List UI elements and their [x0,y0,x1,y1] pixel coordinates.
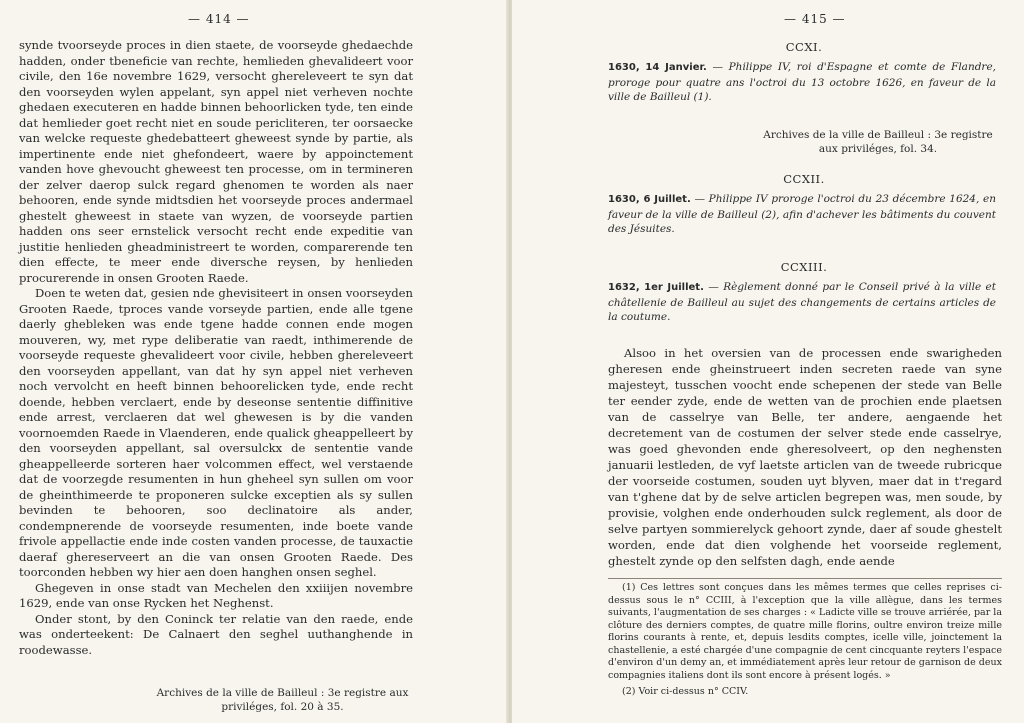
entry-date: 1630, 14 Janvier. [608,62,707,73]
right-page [512,0,1024,723]
document-entry [608,60,996,105]
footnote: (1) Ces lettres sont conçues dans les mêmes termes que celles reprises ci-dessus sous le n° CCIII, à l'exception que la ville allègue, dans les termes suivants, l'augmentation de ses charges : « Ladicte ville se trouve arriérée, par la clôture des derniers comptes, de quatre mille florins, oultre environ treize mille florins courants à rente, et, depuis lesdits comptes, icelle ville, joinctement la chastellenie, a esté chargée d'une compagnie de cent cincquante reyters l'espace d'environ d'un demy an, et immédiatement après leur retour de garnison de deux compagnies italiens dont ils sont encore à présent logés. » [608,582,1002,681]
body-text [608,345,1002,569]
entry-date: 1632, 1er Juillet. [608,282,704,293]
footnotes [608,582,1002,703]
paragraph: Ghegeven in onse stadt van Mechelen den xxiiijen novembre 1629, ende van onse Rycken het Neghenst. [19,580,413,610]
document-entry [608,280,996,325]
archive-source: Archives de la ville de Bailleul : 3e registre aux priviléges, fol. 20 à 35. [156,687,409,713]
footnote-divider [608,578,1002,579]
footnote: (2) Voir ci-dessus n° CCIV. [622,686,749,697]
body-text [19,38,413,658]
page-number: — 415 — [784,12,846,26]
document-heading: CCXIII. [780,260,828,274]
paragraph: synde tvoorseyde proces in dien staete, de voorseyde ghedaechde hadden, onder tbeneficie van rechte, hemlieden ghevalideert voor civile, den 16e novembre 1629, versocht ghereleveert te syn dat den voorseyden wylen appelant, syn appel niet verheven nochte ghedaen executeren en hadde binnen behoorlicken tyde, ten einde dat hemlieder goet recht niet en soude pericliteren, ter oorsaecke van welcke requeste ghedebatteert gheweest synde by partie, als impertinente ende niet ghefondeert, waere by appoinctement vanden hove ghevoucht gheweest ten processe, om in termineren der zelver daerop sulck regard ghenomen te worden als naer behooren, ende synde midtsdien het voorseyde proces andermael ghestelt gheweest in staete van wyzen, de voorseyde partien hadden ons seer ernstelick versocht recht ende expeditie van justitie henlieden gheadministreert te worden, comparerende ten dien effecte, te meer ende diversche reysen, by henlieden procurerende in onsen Grooten Raede. [19,38,413,285]
document-heading: CCXII. [783,172,825,186]
document-entry [608,192,996,237]
entry-description: — Règlement donné par le Conseil privé à la ville et châtellenie de Bailleul au sujet des changements de certains articles de la coutume. [608,281,996,323]
paragraph: Onder stont, by den Coninck ter relatie van den raede, ende was onderteekent: De Calnaert den seghel uuthanghende in roodewasse. [19,611,413,657]
archive-source: Archives de la ville de Bailleul : 3e registre aux priviléges, fol. 34. [763,129,993,155]
left-page [0,0,508,723]
paragraph: Alsoo in het oversien van de processen ende swarigheden gheresen ende gheinstrueert inden secreten raede van syne majesteyt, tusschen voocht ende schepenen der stede van Belle ter eender zyde, ende de wetten van de prochien ende plaetsen van de casselrye van Belle, ter andere, aengaende het decretement van de costumen der selver stede ende casselrye, was goed ghevonden ende gheresolveert, op den neghensten januarii lestleden, de vyf laetste articlen van de tweede rubricque der voorseide costumen, souden uyt blyven, maer dat in t'regard van t'ghene dat by de selve articlen begrepen was, men soude, by provisie, volghen ende onderhouden sulck reglement, als door de selve partyen sommierelyck gehoort zynde, daer af soude ghestelt worden, ende dat dien volghende het voorseide reglement, ghestelt zynde op den selfsten dagh, ende aende [608,346,1002,568]
entry-description: — Philippe IV, roi d'Espagne et comte de Flandre, proroge pour quatre ans l'octroi du 13 octobre 1626, en faveur de la ville de Bailleul (1). [608,61,996,103]
entry-date: 1630, 6 Juillet. [608,194,691,205]
document-heading: CCXI. [785,40,823,54]
entry-description: — Philippe IV proroge l'octroi du 23 décembre 1624, en faveur de la ville de Bailleul (2), afin d'achever les bâtiments du couvent des Jésuites. [608,193,996,235]
page-number: — 414 — [188,12,250,26]
paragraph: Doen te weten dat, gesien nde ghevisiteert in onsen voorseyden Grooten Raede, tproces vande vorseyde partien, ende alle tgene daerly ghebleken was ende tgene hadde connen ende mogen mouveren, wy, met rype deliberatie van raedt, inthimerende de voorseyde requeste ghevalideert voor civile, hebben ghereleveert den voorseyden appellant, van dat hy syn appel niet verheven noch vervolcht en heeft binnen behoorelicken tyde, ende recht doende, hebben verclaert, ende by deseonse sententie diffinitive ende arrest, verclaeren dat wel ghewesen is by die vanden voornoemden Raede in Vlaenderen, ende qualick gheappelleert by den voorseyden appellant, sal oversulckx de sententie vande gheappelleerde sorteren haer volcommen effect, wel verstaende dat de voorzegde resumenten in hun gheheel syn sullen om voor de gheinthimeerde te proponeren sulcke exceptien als sy sullen bevinden te behooren, soo declinatoire als ander, condempnerende de voorseyde resumenten, inde boete vande frivole appellactie ende inde costen vanden processe, de tauxactie daeraf ghereserveert an die van onsen Grooten Raede. Des toorconden hebben wy hier aen doen hanghen onsen seghel. [19,286,413,579]
